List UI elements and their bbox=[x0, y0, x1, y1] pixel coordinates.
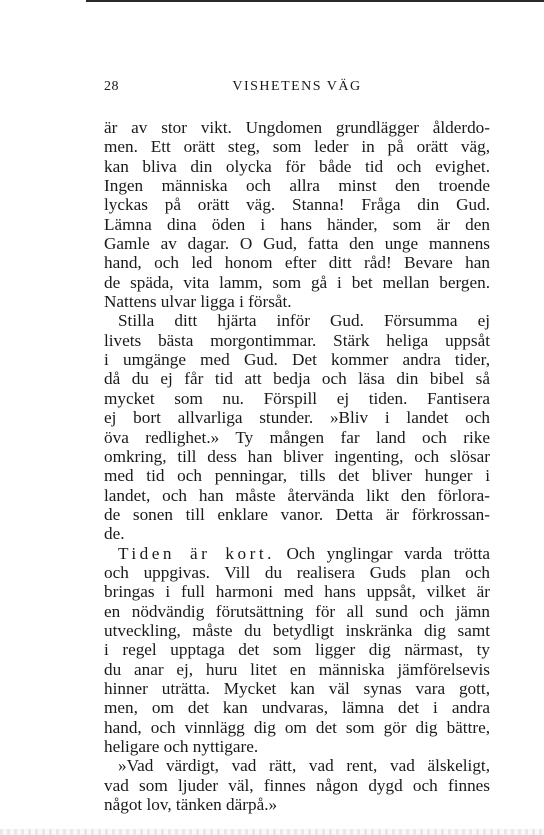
text-line: hinner uträtta. Mycket kan väl synas vara gott, bbox=[104, 678, 490, 698]
text-line: de. bbox=[104, 524, 125, 544]
text-line: med tid och penningar, tills det bliver hunger i bbox=[104, 466, 490, 486]
text-line: de späda, vita lamm, som gå i bet mellan bergen. bbox=[104, 272, 490, 292]
text-line: hand, och vinnlägg dig om det som gör dig bättre, bbox=[104, 717, 490, 737]
body-text bbox=[104, 118, 490, 814]
text-line: Ingen människa och allra minst den troende bbox=[104, 176, 490, 196]
text-line: landet, och han måste återvända likt den förlora- bbox=[104, 485, 490, 505]
text-line: de sonen till enklare vanor. Detta är förkrossan- bbox=[104, 504, 490, 524]
text-line: heligare och nyttigare. bbox=[104, 737, 259, 756]
scan-bottom-edge bbox=[0, 829, 544, 835]
book-page bbox=[104, 79, 490, 814]
text-line: kan bliva din olycka för både tid och evighet. bbox=[104, 156, 490, 176]
text-line: Stilla ditt hjärta inför Gud. Försumma ej bbox=[118, 311, 490, 331]
text-line: livets bästa morgontimmar. Stärk heliga uppsåt bbox=[104, 330, 490, 350]
text-line: du anar ej, huru litet en människa jämförelsevis bbox=[104, 659, 490, 679]
text-line: i umgänge med Gud. Det kommer andra tider, bbox=[104, 350, 490, 370]
text-line: i regel upptaga det som ligger dig närmast, ty bbox=[104, 640, 490, 660]
text-line: öva redlighet.» Ty mången far land och rike bbox=[104, 427, 490, 447]
text-line: Lämna dina öden i hans händer, som är den bbox=[104, 214, 490, 234]
text-line: lyckas på orätt väg. Stanna! Fråga din Gud. bbox=[104, 195, 490, 215]
text-line: är av stor vikt. Ungdomen grundlägger ålderdo- bbox=[104, 118, 490, 137]
text-line: utveckling, måste du betydligt inskränka dig samt bbox=[104, 620, 490, 640]
scan-edge-line bbox=[86, 0, 544, 2]
text-line: omkring, till dess han bliver ingenting, och slösar bbox=[104, 446, 490, 466]
text-line-continuation: Och ynglingar varda trötta bbox=[286, 543, 491, 563]
text-line: en nödvändig förutsättning för all sund och jämn bbox=[104, 601, 490, 621]
text-line: Nattens ulvar ligga i försåt. bbox=[104, 292, 292, 312]
text-line: något lov, tänken därpå.» bbox=[104, 795, 278, 815]
text-line: ej bort allvarliga stunder. »Bliv i landet och bbox=[104, 408, 490, 428]
text-line: »Vad värdigt, vad rätt, vad rent, vad älskeligt, bbox=[118, 756, 490, 776]
text-line-emphasis-row bbox=[104, 544, 490, 563]
spaced-emphasis: Tiden är kort. bbox=[118, 543, 275, 563]
text-line: mycket som nu. Förspill ej tiden. Fantisera bbox=[104, 388, 490, 408]
text-line: och uppgivas. Vill du realisera Guds plan och bbox=[104, 562, 490, 582]
running-head bbox=[104, 79, 490, 101]
page-number: 28 bbox=[104, 79, 119, 94]
text-line: men. Ett orätt steg, som leder in på orätt väg, bbox=[104, 137, 490, 157]
text-line: hand, och led honom efter ditt råd! Bevare han bbox=[104, 253, 490, 273]
text-line: bringas i full harmoni med hans uppsåt, vilket är bbox=[104, 582, 490, 602]
running-title: VISHETENS VÄG bbox=[232, 79, 362, 94]
text-line: då du ej får tid att bedja och läsa din bibel så bbox=[104, 369, 490, 389]
text-line: vad som ljuder väl, finnes någon dygd och finnes bbox=[104, 775, 490, 795]
text-line: Gamle av dagar. O Gud, fatta den unge mannens bbox=[104, 234, 490, 254]
text-line: men, om det kan undvaras, lämna det i andra bbox=[104, 698, 490, 718]
